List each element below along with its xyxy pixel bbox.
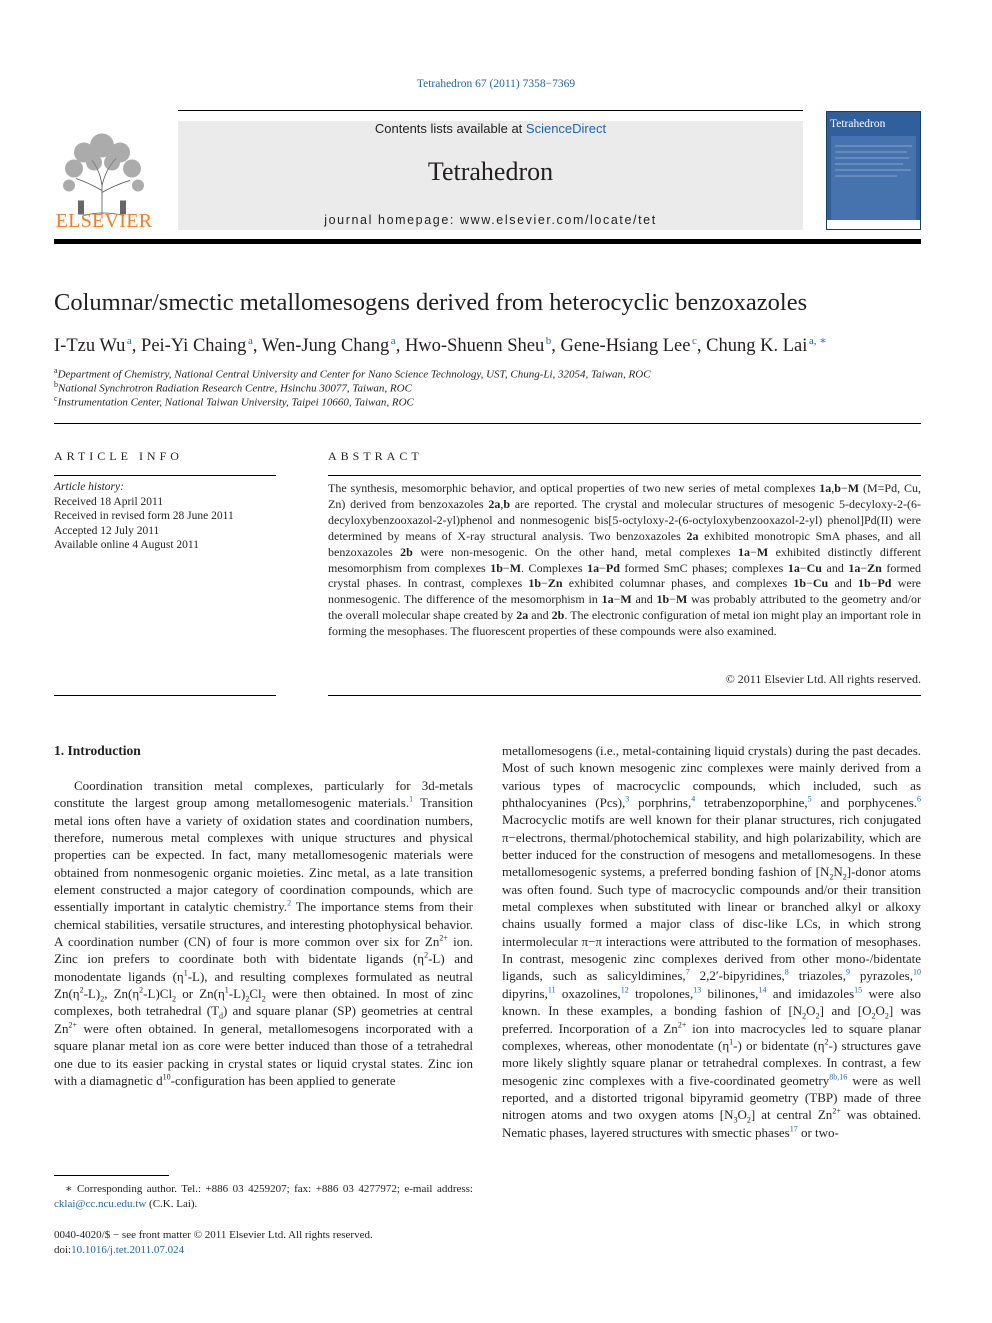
- header-divider: [178, 110, 803, 111]
- citation-link[interactable]: Tetrahedron 67 (2011) 7358−7369: [416, 78, 576, 90]
- journal-name: Tetrahedron: [427, 157, 554, 186]
- author-list: I-Tzu Wu $^a$, Pei-Yi Chaing $^a$, Wen-Jung Chang $^a$, Hwo-Shuenn Sheu $^b$, Gene-Hsiang Lee $^c$, Chung K. Lai $^{a, ∗}$: [54, 335, 827, 357]
- abstract-copyright: © 2011 Elsevier Ltd. All rights reserved.: [725, 672, 921, 686]
- body-column-left: Coordination transition metal complexes, particularly for 3d-metals constitute the largest group among metallomesogenic materials.$^1$ Transition metal ions often have a variety of oxidation states and coordination numbers, therefore, numerous metal complexes with unique structures and physical properties can be expected. In fact, many metallomesogenic materials were obtained from nonmesogenic organic moieties. Zinc metal, as a late transition element constructed a major category of coordination compounds, which are essentially important in catalytic chemistry.$^2$ The importance stems from their chemical stabilities, versatile structures, and interesting photophysical behavior. A coordination number (CN) of four is more common over six for $Zn^{2+}$ ion. Zinc ion prefers to coordinate both with bidentate ligands $(\eta^2-L)$ and monodentate ligands $(\eta^1-L)$, and resulting complexes formulated as neutral $Zn(\eta^2-L)_2$, $Zn(\eta^2-L)Cl_2$ or $Zn(\eta^1-L)_2Cl_2$ were then obtained. In most of zinc complexes, both tetrahedral $(T_d)$ and square planar (SP) geometries at central $Zn^{2+}$ were often obtained. In general, metallomesogens incorporated with a square planar metal ion as core were better induced than those of a tetrahedral one due to its easier packing in crystal states or liquid crystal states. Zinc ion with a diamagnetic $d^{10}$-configuration has been applied to generate: [54, 778, 474, 1088]
- doi-link[interactable]: 10.1016/j.tet.2011.07.024: [71, 1244, 185, 1256]
- author-name: Chung K. Lai: [706, 336, 808, 357]
- cover-title: Tetrahedron: [830, 118, 886, 130]
- article-info-bottom-divider: [54, 695, 276, 696]
- author-affiliation-mark[interactable]: a, ∗: [808, 335, 827, 347]
- article-info-heading: ARTICLE INFO: [54, 449, 183, 463]
- affiliation-a: $^a$Department of Chemistry, National Central University and Center for Nano Science Technology, UST, Chung-Li, 32054, Taiwan, ROC: [54, 366, 651, 381]
- author-affiliation-mark[interactable]: a: [126, 335, 132, 347]
- abstract-bottom-divider: [328, 695, 921, 696]
- author-name: Wen-Jung Chang: [261, 336, 390, 357]
- history-label: Article history:: [54, 481, 124, 493]
- publisher-wordmark: ELSEVIER: [55, 210, 153, 232]
- abstract-heading: ABSTRACT: [328, 449, 423, 463]
- affiliation-b: $^b$National Synchrotron Radiation Research Centre, Hsinchu 30077, Taiwan, ROC: [54, 380, 412, 395]
- article-title: Columnar/smectic metallomesogens derived from heterocyclic benzoxazoles: [54, 289, 808, 316]
- article-info-divider: [54, 475, 276, 476]
- contents-prefix: Contents lists available at: [374, 121, 526, 136]
- author-name: Hwo-Shuenn Sheu: [404, 336, 545, 357]
- author-affiliation-mark[interactable]: a: [247, 335, 253, 347]
- abstract-divider: [328, 475, 921, 476]
- section-divider: [54, 423, 921, 424]
- introduction-heading: 1. Introduction: [54, 743, 141, 758]
- journal-citation[interactable]: [0, 78, 992, 90]
- sciencedirect-link[interactable]: ScienceDirect: [525, 121, 607, 136]
- article-history: [54, 480, 276, 553]
- body-column-right: metallomesogens (i.e., metal-containing liquid crystals) during the past decades. Most of such known mesogenic zinc complexes were mainly derived from a various types of macrocyclic compounds, which included, such as phthalocyanines (Pcs),$^3$ porphrins,$^4$ tetrabenzoporphine,$^5$ and porphycenes.$^6$ Macrocyclic motifs are well known for their planar structures, rich conjugated π−electrons, thermal/photochemical stability, and high polarizability, which are better induced for the construction of mesogens and metallomesogens. In these metallomesogenic systems, a preferred bonding fashion of $[N_2N_2]$-donor atoms was often found. Such type of macrocyclic compounds and/or their transition metal complexes when substituted with linear or branched alkyl or alkoxy chains usually formed a major class of disc-like LCs, in which strong intermolecular π−π interactions were attributed to the formation of mesophases. In contrast, mesogenic zinc complexes derived from other mono-/bidentate ligands, such as salicyldimines,$^7$ 2,2′-bipyridines,$^8$ triazoles,$^9$ pyrazoles,$^{10}$ dipyrins,$^{11}$ oxazolines,$^{12}$ tropolones,$^{13}$ bilinones,$^{14}$ and imidazoles$^{15}$ were also known. In these examples, a bonding fashion of $[N_2O_2]$ and $[O_2O_2]$ was preferred. Incorporation of a $Zn^{2+}$ ion into macrocycles led to square planar complexes, whereas, other monodentate $(\eta^1-)$ or bidentate $(\eta^2-)$ structures gave more likely slightly square planar or tetrahedral complexes. In contrast, a few mesogenic zinc complexes with a five-coordinated geometry$^{8b,16}$ were as well reported, and a distorted trigonal bipyramid geometry (TBP) made of three nitrogen atoms and two oxygen atoms $[N_3O_2]$ at central $Zn^{2+}$ was obtained. Nematic phases, layered structures with smectic phases$^{17}$ or two-: [502, 743, 922, 1140]
- author-affiliation-mark[interactable]: c: [692, 335, 697, 347]
- footnote-divider: [54, 1175, 169, 1176]
- contents-line: [178, 121, 803, 136]
- author-email-link[interactable]: cklai@cc.ncu.edu.tw: [54, 1198, 147, 1210]
- history-accepted: Accepted 12 July 2011: [54, 524, 160, 537]
- history-received: Received 18 April 2011: [54, 495, 164, 508]
- history-revised: Received in revised form 28 June 2011: [54, 510, 234, 522]
- author-name: Pei-Yi Chaing: [141, 336, 247, 357]
- author-affiliation-mark[interactable]: b: [545, 335, 552, 347]
- issn-line: 0040-4020/$ − see front matter © 2011 Elsevier Ltd. All rights reserved.: [54, 1229, 373, 1241]
- author-name: Gene-Hsiang Lee: [560, 336, 691, 357]
- corresponding-author-footnote: ∗ Corresponding author. Tel.: +886 03 4259207; fax: +886 03 4277972; e-mail address: cklai@cc.ncu.edu.tw (C.K. Lai).: [54, 1183, 473, 1210]
- affiliation-c: $^c$Instrumentation Center, National Taiwan University, Taipei 10660, Taiwan, ROC: [54, 394, 414, 409]
- history-online: Available online 4 August 2011: [54, 539, 200, 551]
- author-name: I-Tzu Wu: [54, 336, 126, 357]
- author-affiliation-mark[interactable]: a: [390, 335, 396, 347]
- header-thick-divider: [54, 239, 921, 244]
- journal-homepage[interactable]: journal homepage: www.elsevier.com/locate/tet: [324, 213, 657, 227]
- abstract-body: The synthesis, mesomorphic behavior, and optical properties of two new series of metal complexes 1a,b−M (M=Pd, Cu, Zn) derived from benzoxazoles 2a,b are reported. The crystal and molecular structures of mesogenic 5-decyloxy-2-(6-decyloxybenzooxazol-2-yl)phenol and nonmesogenic bis[5-octyloxy-2-(6-octyloxybenzooxazol-2-yl) phenol]Pd(II) were determined by means of X-ray structural analysis. Two benzoxazoles 2a exhibited monotropic SmA phases, and all benzoxazoles 2b were non-mesogenic. On the other hand, metal complexes 1a−M exhibited distinctly different mesomorphism from complexes 1b−M. Complexes 1a−Pd formed SmC phases; complexes 1a−Cu and 1a−Zn formed crystal phases. In contrast, complexes 1b−Zn exhibited columnar phases, and complexes 1b−Cu and 1b−Pd were nonmesogenic. The difference of the mesomorphism in 1a−M and 1b−M was probably attributed to the geometry and/or the overall molecular shape created by 2a and 2b. The electronic configuration of metal ion might play an important role in forming the mesophases. The fluorescent properties of these compounds were also examined.: [328, 481, 922, 639]
- issn-doi-block: [54, 1228, 473, 1258]
- doi-line: doi:10.1016/j.tet.2011.07.024: [54, 1244, 185, 1256]
